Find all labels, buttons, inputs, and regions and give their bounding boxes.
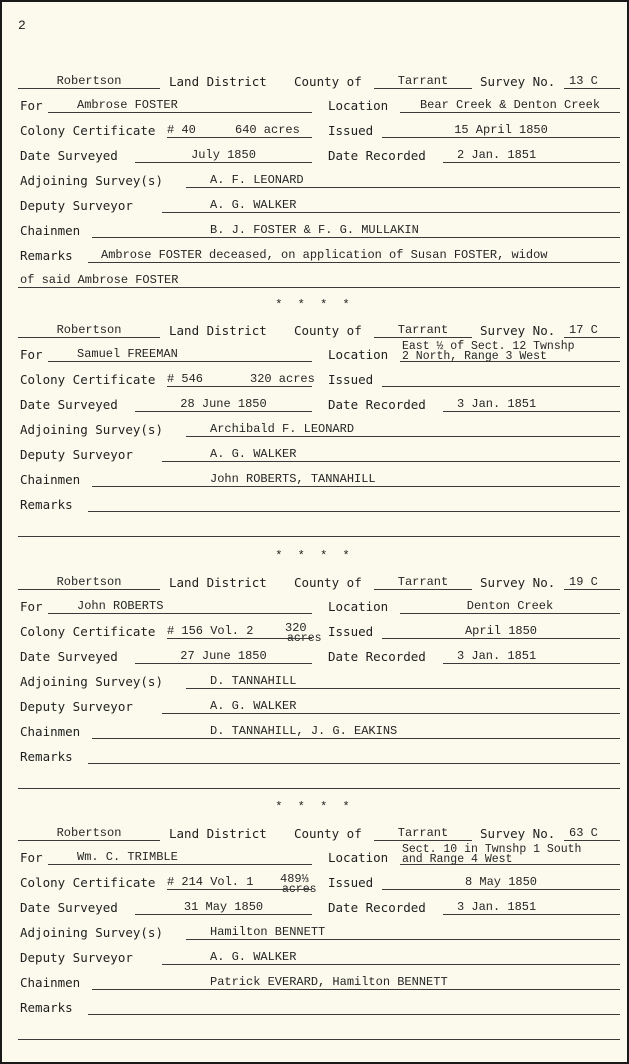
label-adjoining-surveys: Adjoining Survey(s) <box>20 173 163 188</box>
label-location: Location <box>328 599 389 614</box>
county-line <box>374 88 472 89</box>
issued-value: April 1850 <box>464 624 537 638</box>
certificate-line <box>167 386 312 387</box>
label-for: For <box>20 599 43 614</box>
for-line <box>48 864 312 865</box>
survey-number-value: 13 C <box>569 74 598 88</box>
remarks-line <box>88 763 620 764</box>
record-separator: * * * * <box>275 549 354 563</box>
chainmen-value: Patrick EVERARD, Hamilton BENNETT <box>210 975 448 989</box>
county-value: Tarrant <box>397 323 449 337</box>
location-line-2: and Range 4 West <box>402 853 513 866</box>
date-recorded-value: 3 Jan. 1851 <box>457 649 537 663</box>
chainmen-line <box>92 989 620 990</box>
deputy-surveyor-value: A. G. WALKER <box>210 699 297 713</box>
issued-line <box>382 137 620 138</box>
label-adjoining-surveys: Adjoining Survey(s) <box>20 674 163 689</box>
remarks-line-2: of said Ambrose FOSTER <box>20 273 179 287</box>
county-line <box>374 840 472 841</box>
certificate-line <box>167 638 312 639</box>
certificate-number: # 546 <box>167 372 204 386</box>
location-value: Denton Creek <box>466 599 554 613</box>
adjoining-survey-value: Archibald F. LEONARD <box>210 422 355 436</box>
acres-value: 489⅓ <box>280 872 309 886</box>
label-chainmen: Chainmen <box>20 223 81 238</box>
chainmen-value: John ROBERTS, TANNAHILL <box>210 472 376 486</box>
date-recorded-line <box>443 663 620 664</box>
label-county-of: County of <box>294 575 362 590</box>
deputy-surveyor-value: A. G. WALKER <box>210 950 297 964</box>
date-surveyed-line <box>135 411 312 412</box>
label-date-recorded: Date Recorded <box>328 148 426 163</box>
chainmen-line <box>92 237 620 238</box>
label-chainmen: Chainmen <box>20 724 81 739</box>
certificate-number: # 40 <box>167 123 196 137</box>
date-recorded-value: 3 Jan. 1851 <box>457 900 537 914</box>
district-line <box>18 337 160 338</box>
remarks-continuation-line <box>18 788 620 789</box>
adjoining-survey-value: D. TANNAHILL <box>210 674 297 688</box>
location-line <box>400 613 620 614</box>
issued-line <box>382 889 620 890</box>
record-separator: * * * * <box>275 800 354 814</box>
label-date-surveyed: Date Surveyed <box>20 397 118 412</box>
issued-line <box>382 386 620 387</box>
deputy-line <box>162 461 620 462</box>
label-issued: Issued <box>328 123 374 138</box>
label-land-district: Land District <box>169 826 267 841</box>
for-line <box>48 613 312 614</box>
district-line <box>18 840 160 841</box>
deputy-line <box>162 212 620 213</box>
remarks-line <box>88 262 620 263</box>
remarks-continuation-line <box>18 287 620 288</box>
deputy-surveyor-value: A. G. WALKER <box>210 447 297 461</box>
date-surveyed-value: 28 June 1850 <box>180 397 267 411</box>
date-surveyed-value: 27 June 1850 <box>180 649 267 663</box>
survey-number-value: 19 C <box>569 575 598 589</box>
chainmen-value: D. TANNAHILL, J. G. EAKINS <box>210 724 398 738</box>
district-line <box>18 88 160 89</box>
deputy-line <box>162 964 620 965</box>
district-line <box>18 589 160 590</box>
county-value: Tarrant <box>397 826 449 840</box>
survey-number-line <box>564 840 620 841</box>
acres-value: 320 acres <box>250 372 315 386</box>
date-recorded-line <box>443 411 620 412</box>
survey-number-line <box>564 337 620 338</box>
date-surveyed-value: 31 May 1850 <box>183 900 264 914</box>
label-issued: Issued <box>328 372 374 387</box>
date-recorded-value: 2 Jan. 1851 <box>457 148 537 162</box>
acres-word: acres <box>282 883 317 896</box>
county-line <box>374 337 472 338</box>
district-value: Robertson <box>56 74 122 88</box>
label-issued: Issued <box>328 875 374 890</box>
label-survey-no: Survey No. <box>480 826 556 841</box>
chainmen-line <box>92 486 620 487</box>
deputy-line <box>162 713 620 714</box>
label-adjoining-surveys: Adjoining Survey(s) <box>20 422 163 437</box>
location-line-1: Sect. 10 in Twnshp 1 South <box>402 843 582 856</box>
chainmen-value: B. J. FOSTER & F. G. MULLAKIN <box>210 223 419 237</box>
district-value: Robertson <box>56 575 122 589</box>
adjoining-line <box>186 187 620 188</box>
label-location: Location <box>328 347 389 362</box>
label-colony-certificate: Colony Certificate <box>20 875 156 890</box>
deputy-surveyor-value: A. G. WALKER <box>210 198 297 212</box>
location-value: Bear Creek & Denton Creek <box>419 98 601 112</box>
date-recorded-line <box>443 914 620 915</box>
for-line <box>48 112 312 113</box>
label-adjoining-surveys: Adjoining Survey(s) <box>20 925 163 940</box>
label-deputy-surveyor: Deputy Surveyor <box>20 699 133 714</box>
county-value: Tarrant <box>397 575 449 589</box>
label-remarks: Remarks <box>20 1000 73 1015</box>
county-value: Tarrant <box>397 74 449 88</box>
label-county-of: County of <box>294 826 362 841</box>
label-county-of: County of <box>294 74 362 89</box>
certificate-number: # 214 Vol. 1 <box>167 875 254 889</box>
remarks-line-1: Ambrose FOSTER deceased, on application of Susan FOSTER, widow <box>101 248 548 262</box>
label-land-district: Land District <box>169 74 267 89</box>
label-remarks: Remarks <box>20 749 73 764</box>
label-date-recorded: Date Recorded <box>328 649 426 664</box>
survey-number-value: 17 C <box>569 323 598 337</box>
label-date-surveyed: Date Surveyed <box>20 148 118 163</box>
label-deputy-surveyor: Deputy Surveyor <box>20 950 133 965</box>
grantee-name: John ROBERTS <box>77 599 164 613</box>
label-remarks: Remarks <box>20 248 73 263</box>
remarks-line <box>88 1014 620 1015</box>
for-line <box>48 361 312 362</box>
issued-value: 15 April 1850 <box>454 123 548 137</box>
label-for: For <box>20 347 43 362</box>
chainmen-line <box>92 738 620 739</box>
label-location: Location <box>328 98 389 113</box>
label-chainmen: Chainmen <box>20 472 81 487</box>
survey-number-line <box>564 589 620 590</box>
label-date-recorded: Date Recorded <box>328 397 426 412</box>
label-colony-certificate: Colony Certificate <box>20 624 156 639</box>
district-value: Robertson <box>56 323 122 337</box>
survey-number-line <box>564 88 620 89</box>
date-recorded-line <box>443 162 620 163</box>
label-deputy-surveyor: Deputy Surveyor <box>20 198 133 213</box>
label-county-of: County of <box>294 323 362 338</box>
date-recorded-value: 3 Jan. 1851 <box>457 397 537 411</box>
certificate-line <box>167 889 312 890</box>
date-surveyed-line <box>135 162 312 163</box>
label-date-surveyed: Date Surveyed <box>20 649 118 664</box>
adjoining-line <box>186 688 620 689</box>
label-for: For <box>20 98 43 113</box>
label-survey-no: Survey No. <box>480 323 556 338</box>
label-remarks: Remarks <box>20 497 73 512</box>
adjoining-line <box>186 436 620 437</box>
acres-word: acres <box>287 632 322 645</box>
label-location: Location <box>328 850 389 865</box>
label-issued: Issued <box>328 624 374 639</box>
label-colony-certificate: Colony Certificate <box>20 372 156 387</box>
label-for: For <box>20 850 43 865</box>
date-surveyed-line <box>135 914 312 915</box>
record-separator: * * * * <box>275 298 354 312</box>
location-line <box>400 864 620 865</box>
survey-number-value: 63 C <box>569 826 598 840</box>
remarks-continuation-line <box>18 536 620 537</box>
date-surveyed-line <box>135 663 312 664</box>
certificate-line <box>167 137 312 138</box>
label-survey-no: Survey No. <box>480 74 556 89</box>
label-survey-no: Survey No. <box>480 575 556 590</box>
remarks-line <box>88 511 620 512</box>
label-chainmen: Chainmen <box>20 975 81 990</box>
location-line <box>400 112 620 113</box>
location-line-1: East ½ of Sect. 12 Twnshp <box>402 340 575 353</box>
acres-value: 640 acres <box>235 123 300 137</box>
county-line <box>374 589 472 590</box>
grantee-name: Wm. C. TRIMBLE <box>77 850 178 864</box>
location-line-2: 2 North, Range 3 West <box>402 350 547 363</box>
location-line <box>400 361 620 362</box>
acres-value: 320 <box>285 621 307 635</box>
issued-value: 8 May 1850 <box>464 875 537 889</box>
grantee-name: Samuel FREEMAN <box>77 347 178 361</box>
adjoining-survey-value: Hamilton BENNETT <box>210 925 326 939</box>
issued-line <box>382 638 620 639</box>
page-number: 2 <box>18 18 26 33</box>
label-land-district: Land District <box>169 323 267 338</box>
certificate-number: # 156 Vol. 2 <box>167 624 254 638</box>
adjoining-line <box>186 939 620 940</box>
date-surveyed-value: July 1850 <box>191 148 256 162</box>
remarks-continuation-line <box>18 1039 620 1040</box>
label-land-district: Land District <box>169 575 267 590</box>
adjoining-survey-value: A. F. LEONARD <box>210 173 304 187</box>
label-deputy-surveyor: Deputy Surveyor <box>20 447 133 462</box>
grantee-name: Ambrose FOSTER <box>77 98 178 112</box>
district-value: Robertson <box>56 826 122 840</box>
label-date-surveyed: Date Surveyed <box>20 900 118 915</box>
label-date-recorded: Date Recorded <box>328 900 426 915</box>
label-colony-certificate: Colony Certificate <box>20 123 156 138</box>
